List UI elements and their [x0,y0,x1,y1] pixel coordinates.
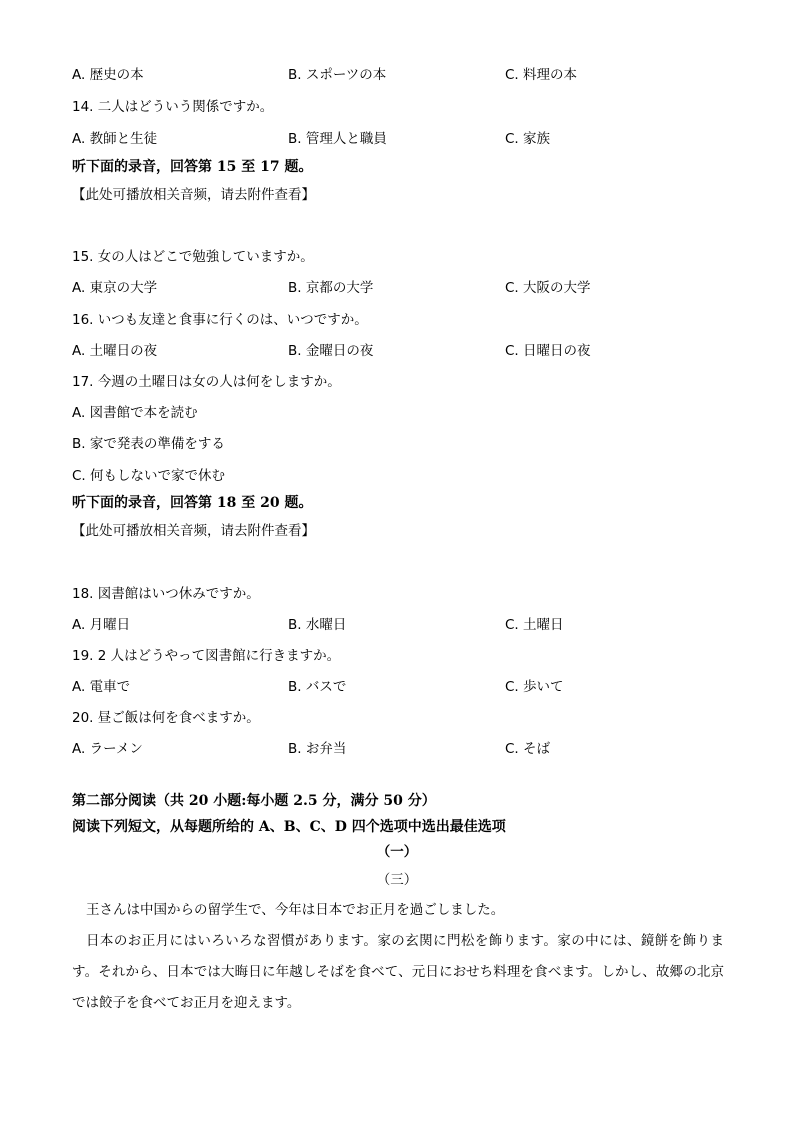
q18-option-a: A. 月曜日 [72,617,131,633]
q15-option-b: B. 京都の大学 [288,280,374,296]
subsection-3-marker: （三） [376,872,418,888]
q13-option-b: B. スポーツの本 [288,67,387,83]
q14-option-b: B. 管理人と職員 [288,131,387,147]
q17-question: 17. 今週の土曜日は女の人は何をしますか。 [72,374,341,390]
q20-option-b: B. お弁当 [288,741,347,757]
passage-paragraph-1: 王さんは中国からの留学生で、今年は日本でお正月を過ごしました。 [86,902,505,918]
q16-option-c: C. 日曜日の夜 [505,343,591,359]
section-instruction-18-20: 听下面的录音，回答第 18 至 20 题。 [72,495,313,511]
part2-instruction: 阅读下列短文，从每题所给的 A、B、C、D 四个选项中选出最佳选项 [72,819,506,835]
q19-option-c: C. 歩いて [505,679,564,695]
q19-option-a: A. 電車で [72,679,131,695]
passage-paragraph-2: 日本のお正月にはいろいろな習慣があります。家の玄関に門松を飾ります。家の中には、鏡餅を飾ります。それから、日本では大晦日に年越しそばを食べて、元日におせち料理を食べます。しかし、故郷の北京では餃子を食べてお正月を迎えます。 [72,933,724,1011]
q14-question: 14. 二人はどういう関係ですか。 [72,99,274,115]
q14-option-a: A. 教師と生徒 [72,131,158,147]
q18-option-c: C. 土曜日 [505,617,564,633]
audio-note-15-17: 【此处可播放相关音频，请去附件查看】 [72,187,315,203]
audio-note-18-20: 【此处可播放相关音频，请去附件查看】 [72,523,315,539]
q20-option-c: C. そば [505,741,551,757]
q20-question: 20. 昼ご飯は何を食べますか。 [72,710,260,726]
q15-options [72,279,732,297]
q16-options [72,342,732,360]
part2-heading: 第二部分阅读（共 20 小题:每小题 2.5 分，满分 50 分） [72,793,436,809]
q14-option-c: C. 家族 [505,131,551,147]
subsection-1-marker: （一） [376,844,418,860]
q18-option-b: B. 水曜日 [288,617,347,633]
q14-options [72,130,732,148]
q15-option-a: A. 東京の大学 [72,280,158,296]
q17-option-b: B. 家で発表の準備をする [72,436,225,452]
q20-options [72,740,732,758]
q16-option-b: B. 金曜日の夜 [288,343,374,359]
section-instruction-15-17: 听下面的录音，回答第 15 至 17 题。 [72,159,313,175]
q13-option-a: A. 歴史の本 [72,67,144,83]
q16-question: 16. いつも友達と食事に行くのは、いつですか。 [72,312,368,328]
q15-question: 15. 女の人はどこで勉強していますか。 [72,249,314,265]
q15-option-c: C. 大阪の大学 [505,280,591,296]
q13-options [72,66,732,84]
q20-option-a: A. ラーメン [72,741,143,757]
q18-question: 18. 図書館はいつ休みですか。 [72,586,260,602]
q19-options [72,678,732,696]
q18-options [72,616,732,634]
q19-question: 19. 2 人はどうやって図書館に行きますか。 [72,648,341,664]
q13-option-c: C. 料理の本 [505,67,578,83]
q17-option-a: A. 図書館で本を読む [72,405,198,421]
q16-option-a: A. 土曜日の夜 [72,343,158,359]
q17-option-c: C. 何もしないで家で休む [72,468,226,484]
q19-option-b: B. バスで [288,679,347,695]
